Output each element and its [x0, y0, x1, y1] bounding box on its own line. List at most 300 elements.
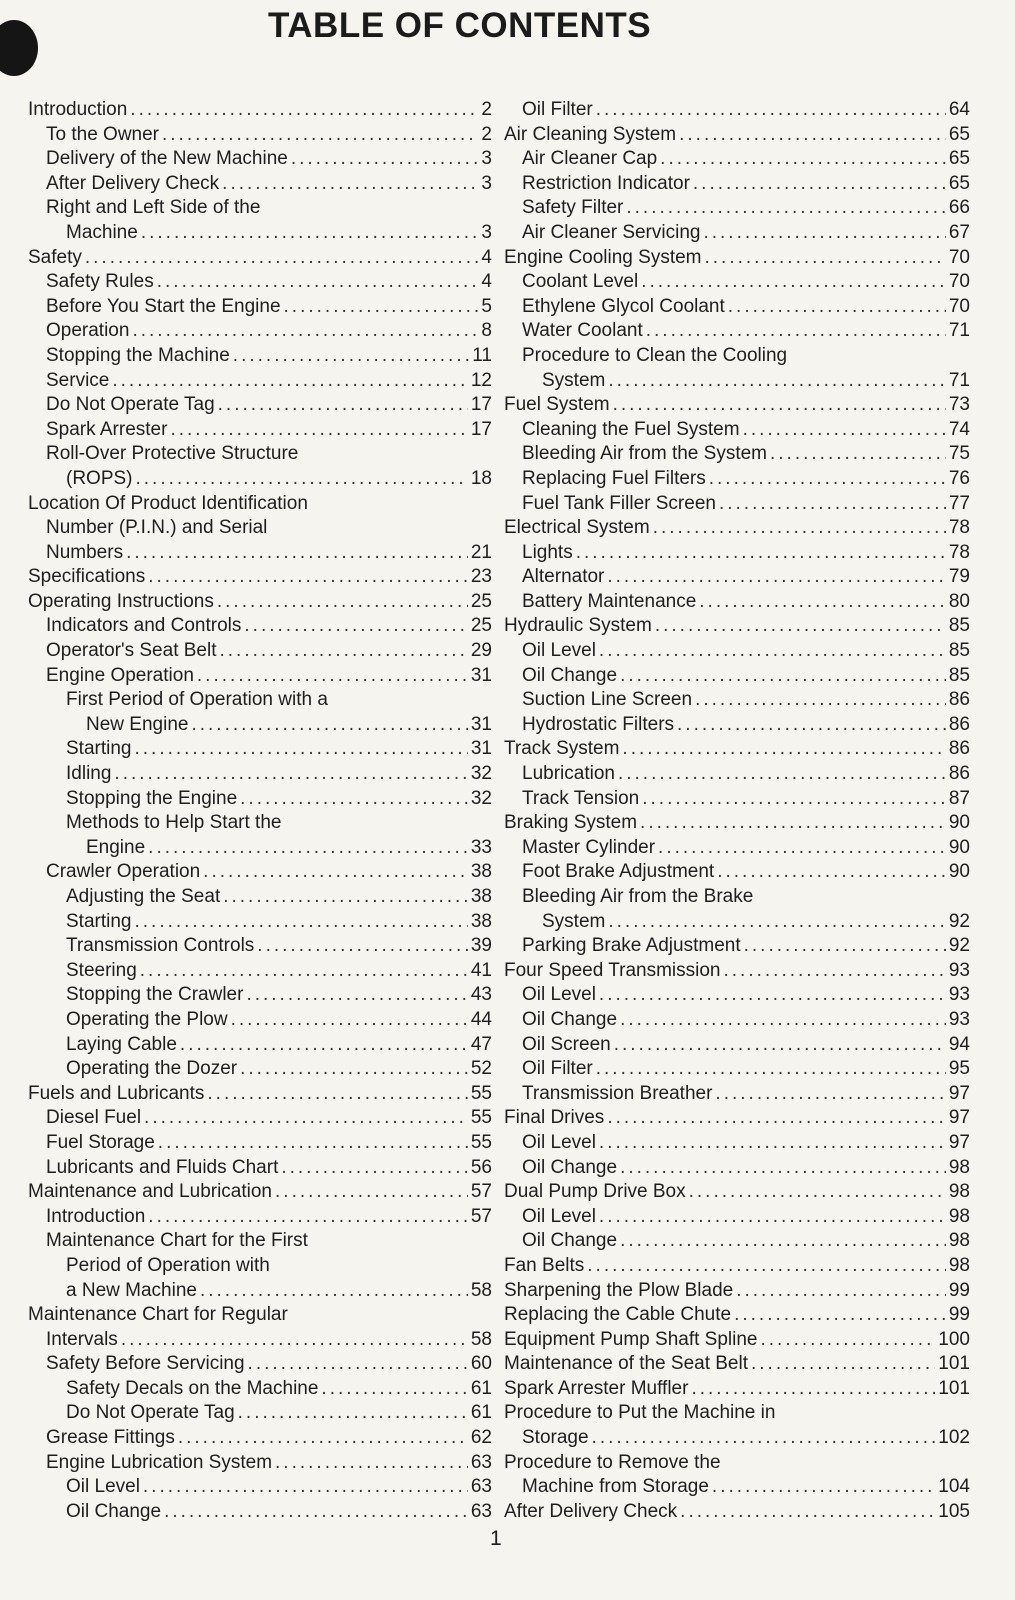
dot-leader [291, 147, 479, 172]
dot-leader [284, 295, 479, 320]
toc-entry-title: System [542, 910, 606, 932]
toc-entry-page: 65 [948, 172, 970, 194]
dot-leader [222, 172, 478, 197]
toc-entry-title: Suction Line Screen [522, 689, 693, 711]
toc-entry-title: Storage [522, 1427, 589, 1449]
dot-leader [705, 246, 946, 271]
toc-entry [28, 541, 492, 566]
toc-entry-page: 99 [948, 1279, 970, 1301]
toc-entry-page: 86 [948, 689, 970, 711]
dot-leader [164, 1500, 468, 1525]
toc-entry-page: 39 [470, 935, 492, 957]
dot-leader [770, 442, 946, 467]
toc-entry-title: Procedure to Remove the [504, 1451, 721, 1473]
toc-entry-page: 85 [948, 640, 970, 662]
dot-leader [728, 295, 946, 320]
dot-leader [148, 1205, 468, 1230]
dot-leader [132, 319, 478, 344]
toc-entry-page: 97 [948, 1082, 970, 1104]
toc-entry-page: 94 [948, 1033, 970, 1055]
toc-entry-page: 85 [948, 664, 970, 686]
toc-entry [504, 516, 970, 541]
toc-entry-title: Before You Start the Engine [46, 295, 281, 317]
dot-leader [231, 1008, 468, 1033]
toc-entry-title: (ROPS) [66, 467, 133, 489]
toc-entry-title: Air Cleaning System [504, 123, 677, 145]
toc-entry [504, 196, 970, 221]
dot-leader [736, 1279, 946, 1304]
toc-entry-title: Replacing the Cable Chute [504, 1304, 732, 1326]
toc-entry-title: Restriction Indicator [522, 172, 690, 194]
toc-entry [28, 1401, 492, 1426]
toc-entry-page: 43 [470, 984, 492, 1006]
toc-entry-page: 76 [948, 467, 970, 489]
toc-entry-page: 32 [470, 787, 492, 809]
binder-hole [0, 20, 38, 76]
toc-entry-title: Oil Change [522, 1008, 618, 1030]
toc-entry [504, 1106, 970, 1131]
toc-entry-page: 101 [938, 1353, 970, 1375]
toc-entry-title: Final Drives [504, 1107, 605, 1129]
toc-entry [28, 1451, 492, 1476]
toc-entry-title: Roll-Over Protective Structure [46, 443, 299, 465]
dot-leader [608, 369, 946, 394]
toc-entry [504, 614, 970, 639]
toc-entry-page: 77 [948, 492, 970, 514]
toc-entry-title: Laying Cable [66, 1033, 177, 1055]
toc-entry [28, 221, 492, 246]
dot-leader [699, 590, 946, 615]
dot-leader [599, 1131, 946, 1156]
toc-entry [504, 442, 970, 467]
dot-leader [200, 1279, 468, 1304]
dot-leader [114, 762, 467, 787]
toc-entry-page: 97 [948, 1107, 970, 1129]
toc-entry-title: Operator's Seat Belt [46, 640, 217, 662]
dot-leader [130, 98, 478, 123]
dot-leader [134, 737, 467, 762]
toc-entry-title: Fuel Tank Filler Screen [522, 492, 716, 514]
toc-entry [28, 713, 492, 738]
dot-leader [218, 393, 468, 418]
dot-leader [244, 614, 467, 639]
toc-entry-page: 3 [481, 221, 492, 243]
dot-leader [238, 1401, 468, 1426]
toc-entry [28, 492, 492, 517]
toc-entry-page: 61 [470, 1402, 492, 1424]
toc-entry [504, 1082, 970, 1107]
toc-entry-title: Oil Level [66, 1476, 140, 1498]
toc-entry-page: 61 [470, 1377, 492, 1399]
toc-entry-title: Battery Maintenance [522, 590, 697, 612]
toc-entry-title: Starting [66, 738, 132, 760]
dot-leader [640, 811, 946, 836]
dot-leader [257, 934, 468, 959]
toc-entry [28, 836, 492, 861]
toc-entry [504, 885, 970, 910]
toc-entry-title: Track System [504, 738, 620, 760]
toc-entry-page: 31 [470, 713, 492, 735]
toc-entry [28, 934, 492, 959]
toc-entry [504, 418, 970, 443]
toc-entry-page: 98 [948, 1254, 970, 1276]
toc-entry [28, 1131, 492, 1156]
toc-entry [28, 614, 492, 639]
toc-entry-title: Do Not Operate Tag [66, 1402, 235, 1424]
toc-entry-title: Period of Operation with [66, 1254, 270, 1276]
toc-entry-page: 29 [470, 640, 492, 662]
toc-entry-title: Operating the Plow [66, 1008, 228, 1030]
toc-entry-title: Procedure to Put the Machine in [504, 1402, 776, 1424]
toc-entry-title: Right and Left Side of the [46, 197, 261, 219]
toc-entry-title: Stopping the Machine [46, 344, 230, 366]
toc-entry-page: 86 [948, 763, 970, 785]
toc-entry-page: 52 [470, 1058, 492, 1080]
toc-entry [28, 295, 492, 320]
toc-entry [504, 860, 970, 885]
toc-entry-title: Transmission Controls [66, 935, 255, 957]
toc-entry-title: Coolant Level [522, 271, 639, 293]
toc-entry-page: 93 [948, 984, 970, 1006]
toc-entry [28, 885, 492, 910]
toc-entry-title: Maintenance and Lubrication [28, 1181, 273, 1203]
toc-entry-title: Specifications [28, 566, 146, 588]
dot-leader [587, 1254, 946, 1279]
toc-entry [28, 393, 492, 418]
dot-leader [695, 688, 946, 713]
toc-entry-title: Oil Change [66, 1500, 162, 1522]
dot-leader [734, 1303, 946, 1328]
toc-entry [504, 147, 970, 172]
toc-entry [504, 246, 970, 271]
toc-entry [504, 172, 970, 197]
dot-leader [576, 541, 946, 566]
toc-entry-page: 65 [948, 148, 970, 170]
toc-entry [504, 1057, 970, 1082]
toc-entry [504, 98, 970, 123]
toc-entry [28, 1328, 492, 1353]
toc-entry-page: 55 [470, 1107, 492, 1129]
dot-leader [599, 1205, 946, 1230]
toc-entry [504, 1279, 970, 1304]
toc-entry-page: 64 [948, 99, 970, 120]
toc-entry [504, 1156, 970, 1181]
dot-leader [709, 467, 946, 492]
toc-entry-page: 98 [948, 1205, 970, 1227]
toc-entry-page: 55 [470, 1082, 492, 1104]
toc-entry-title: Procedure to Clean the Cooling [522, 344, 788, 366]
toc-entry-page: 47 [470, 1033, 492, 1055]
toc-entry-title: Machine [66, 221, 138, 243]
toc-entry-page: 78 [948, 541, 970, 563]
page-title: TABLE OF CONTENTS [268, 6, 652, 45]
toc-entry [28, 369, 492, 394]
toc-entry-page: 79 [948, 566, 970, 588]
toc-entry-title: Oil Change [522, 1156, 618, 1178]
toc-entry [28, 737, 492, 762]
toc-entry-page: 25 [470, 615, 492, 637]
dot-leader [275, 1451, 468, 1476]
toc-entry [504, 1426, 970, 1451]
toc-entry-title: Track Tension [522, 787, 640, 809]
toc-entry-page: 33 [470, 836, 492, 858]
dot-leader [197, 664, 468, 689]
toc-entry [28, 1033, 492, 1058]
toc-entry-title: Safety Before Servicing [46, 1353, 245, 1375]
toc-entry-page: 87 [948, 787, 970, 809]
toc-entry-title: Oil Level [522, 1131, 596, 1153]
toc-entry [28, 147, 492, 172]
toc-entry-page: 17 [470, 394, 492, 416]
toc-entry [504, 664, 970, 689]
toc-entry-page: 3 [481, 172, 492, 194]
toc-entry-title: Safety Filter [522, 197, 624, 219]
toc-entry-title: Methods to Help Start the [66, 812, 282, 834]
toc-entry-title: Cleaning the Fuel System [522, 418, 740, 440]
toc-entry-page: 41 [470, 959, 492, 981]
dot-leader [141, 221, 479, 246]
toc-entry [28, 664, 492, 689]
toc-entry [504, 295, 970, 320]
toc-entry-page: 11 [472, 344, 492, 366]
dot-leader [178, 1426, 468, 1451]
toc-entry [28, 959, 492, 984]
toc-entry-page: 2 [481, 123, 492, 145]
dot-leader [712, 1475, 935, 1500]
toc-entry-page: 105 [938, 1500, 970, 1522]
dot-leader [613, 393, 946, 418]
dot-leader [717, 860, 946, 885]
toc-entry-page: 65 [948, 123, 970, 145]
toc-entry [28, 1106, 492, 1131]
toc-entry-title: Safety Decals on the Machine [66, 1377, 319, 1399]
toc-entry-page: 104 [938, 1476, 970, 1498]
toc-entry-title: First Period of Operation with a [66, 689, 328, 711]
dot-leader [246, 983, 467, 1008]
toc-entry-title: Machine from Storage [522, 1476, 709, 1498]
toc-entry-title: Starting [66, 910, 132, 932]
page-number: 1 [490, 1527, 502, 1550]
toc-entry [28, 246, 492, 271]
dot-leader [691, 1377, 935, 1402]
toc-entry-title: Operating the Dozer [66, 1058, 238, 1080]
toc-entry-page: 99 [948, 1304, 970, 1326]
toc-entry-title: Maintenance Chart for the First [46, 1230, 308, 1252]
toc-entry [28, 1254, 492, 1279]
toc-entry-title: Four Speed Transmission [504, 959, 721, 981]
toc-entry-title: Parking Brake Adjustment [522, 935, 741, 957]
toc-entry-page: 95 [948, 1058, 970, 1080]
toc-entry [504, 787, 970, 812]
toc-entry [28, 516, 492, 541]
toc-entry-page: 74 [948, 418, 970, 440]
dot-leader [620, 664, 946, 689]
toc-entry [504, 221, 970, 246]
dot-leader [599, 983, 946, 1008]
toc-entry [504, 811, 970, 836]
toc-entry-title: Air Cleaner Servicing [522, 221, 701, 243]
toc-entry-title: Spark Arrester [46, 418, 168, 440]
dot-leader [233, 344, 469, 369]
toc-entry-title: Steering [66, 959, 137, 981]
dot-leader [719, 492, 946, 517]
dot-leader [275, 1180, 468, 1205]
toc-entry [504, 344, 970, 369]
toc-entry-page: 44 [470, 1008, 492, 1030]
toc-entry-page: 90 [948, 812, 970, 834]
dot-leader [703, 221, 945, 246]
toc-entry [28, 123, 492, 148]
dot-leader [85, 246, 479, 271]
toc-entry-page: 92 [948, 910, 970, 932]
toc-entry-page: 60 [470, 1353, 492, 1375]
toc-entry [504, 1205, 970, 1230]
toc-entry-page: 70 [948, 295, 970, 317]
toc-entry [28, 1082, 492, 1107]
dot-leader [207, 1082, 467, 1107]
dot-leader [203, 860, 468, 885]
toc-entry [28, 565, 492, 590]
dot-leader [240, 787, 468, 812]
toc-entry [504, 1180, 970, 1205]
toc-entry-page: 5 [481, 295, 492, 317]
toc-entry [504, 737, 970, 762]
toc-entry-title: Fuel System [504, 394, 610, 416]
toc-entry-page: 3 [481, 148, 492, 170]
toc-entry [504, 467, 970, 492]
dot-leader [743, 418, 946, 443]
toc-entry-page: 98 [948, 1230, 970, 1252]
toc-entry-page: 98 [948, 1156, 970, 1178]
dot-leader [620, 1229, 946, 1254]
toc-entry-page: 31 [470, 738, 492, 760]
toc-entry-page: 32 [470, 763, 492, 785]
toc-entry-page: 2 [481, 99, 492, 120]
toc-entry [504, 1352, 970, 1377]
toc-entry-page: 75 [948, 443, 970, 465]
toc-entry [504, 713, 970, 738]
toc-entry [504, 1008, 970, 1033]
toc-entry-page: 25 [470, 590, 492, 612]
toc-entry-page: 93 [948, 1008, 970, 1030]
toc-entry-title: Indicators and Controls [46, 615, 242, 637]
toc-entry-title: Electrical System [504, 517, 650, 539]
dot-leader [158, 1131, 468, 1156]
toc-right-column [504, 98, 970, 1524]
dot-leader [642, 787, 946, 812]
toc-entry-title: Intervals [46, 1328, 118, 1350]
toc-entry [28, 319, 492, 344]
toc-entry-page: 78 [948, 517, 970, 539]
toc-entry [28, 442, 492, 467]
toc-entry-title: Bleeding Air from the Brake [522, 886, 754, 907]
toc-entry [504, 1377, 970, 1402]
toc-entry-title: Master Cylinder [522, 836, 656, 858]
toc-entry-page: 85 [948, 615, 970, 637]
toc-entry-page: 4 [481, 246, 492, 268]
dot-leader [148, 836, 468, 861]
toc-entry-page: 98 [948, 1181, 970, 1203]
toc-entry [504, 1475, 970, 1500]
toc-entry-title: Fuel Storage [46, 1131, 155, 1153]
toc-entry-title: Oil Level [522, 984, 596, 1006]
dot-leader [653, 516, 946, 541]
dot-leader [608, 910, 946, 935]
dot-leader [658, 836, 946, 861]
toc-entry [504, 1033, 970, 1058]
toc-entry [28, 270, 492, 295]
toc-entry-page: 90 [948, 861, 970, 883]
toc-entry-title: Fan Belts [504, 1254, 585, 1276]
toc-entry-title: Engine Operation [46, 664, 194, 686]
toc-entry-page: 55 [470, 1131, 492, 1153]
toc-entry-title: Safety [28, 246, 82, 268]
toc-entry [28, 1279, 492, 1304]
toc-entry [28, 590, 492, 615]
toc-entry [504, 836, 970, 861]
toc-entry-title: Introduction [28, 99, 128, 120]
toc-entry [28, 811, 492, 836]
toc-entry-title: Maintenance of the Seat Belt [504, 1353, 748, 1375]
toc-entry [504, 1451, 970, 1476]
toc-entry [504, 688, 970, 713]
toc-entry-title: Location Of Product Identification [28, 492, 308, 514]
toc-entry-page: 57 [470, 1205, 492, 1227]
dot-leader [240, 1057, 468, 1082]
toc-entry [28, 860, 492, 885]
toc-entry-page: 12 [470, 369, 492, 391]
dot-leader [321, 1377, 467, 1402]
toc-entry-title: Operation [46, 320, 130, 342]
toc-entry-title: Maintenance Chart for Regular [28, 1304, 288, 1326]
dot-leader [281, 1156, 468, 1181]
toc-entry-page: 38 [470, 886, 492, 907]
toc-entry-page: 70 [948, 271, 970, 293]
toc-entry-title: Hydraulic System [504, 615, 652, 637]
toc-entry [504, 492, 970, 517]
dot-leader [248, 1352, 468, 1377]
toc-entry [28, 639, 492, 664]
toc-entry-page: 90 [948, 836, 970, 858]
toc-entry [28, 98, 492, 123]
toc-entry [28, 1303, 492, 1328]
toc-entry [28, 1057, 492, 1082]
toc-entry-page: 93 [948, 959, 970, 981]
toc-entry-page: 38 [470, 910, 492, 932]
toc-entry-title: New Engine [86, 713, 189, 735]
dot-leader [112, 369, 468, 394]
toc-entry-title: Number (P.I.N.) and Serial [46, 517, 268, 539]
dot-leader [622, 737, 945, 762]
toc-entry [504, 565, 970, 590]
toc-entry [504, 590, 970, 615]
toc-entry [28, 418, 492, 443]
toc-entry-title: After Delivery Check [504, 1500, 678, 1522]
toc-entry [28, 1500, 492, 1525]
toc-entry-title: Air Cleaner Cap [522, 148, 658, 170]
dot-leader [143, 1475, 468, 1500]
toc-entry [28, 172, 492, 197]
toc-entry [504, 1254, 970, 1279]
toc-entry [504, 270, 970, 295]
dot-leader [144, 1106, 468, 1131]
toc-entry-page: 92 [948, 935, 970, 957]
toc-entry-title: Diesel Fuel [46, 1107, 142, 1129]
dot-leader [136, 467, 468, 492]
toc-entry [28, 1475, 492, 1500]
toc-entry-title: Replacing Fuel Filters [522, 467, 706, 489]
dot-leader [596, 98, 946, 123]
